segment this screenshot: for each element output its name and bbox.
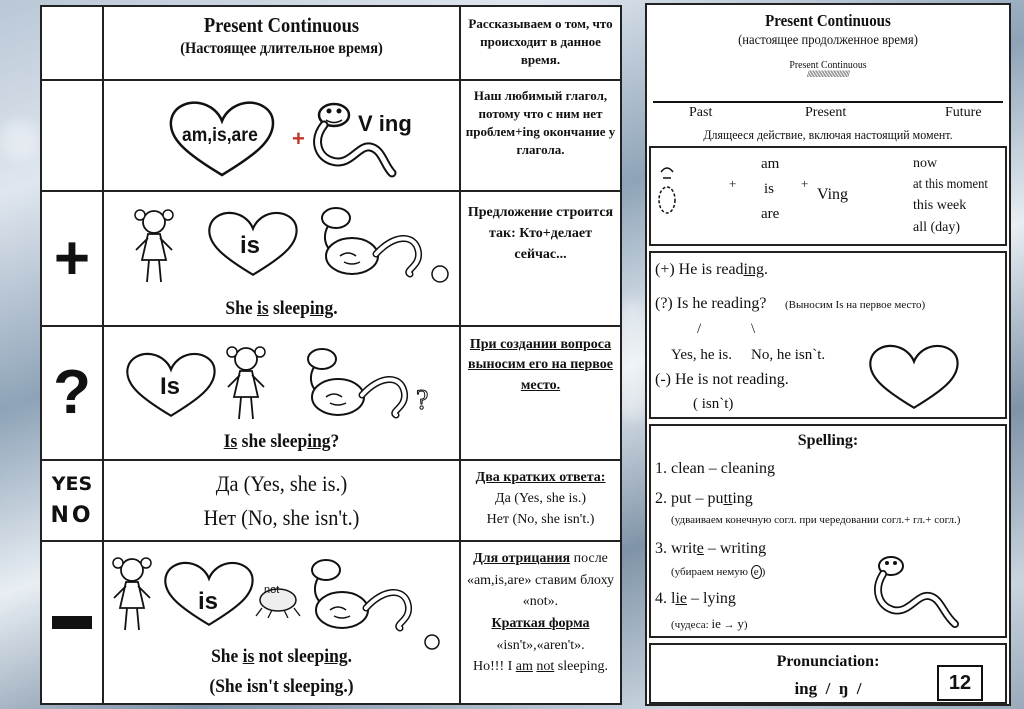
plus-sign: + bbox=[801, 176, 809, 191]
header-row bbox=[42, 7, 620, 81]
sentence-part: sleep bbox=[268, 298, 310, 319]
example-ing: ing bbox=[743, 261, 764, 278]
positive-cell bbox=[104, 192, 461, 325]
plus-icon: + bbox=[53, 223, 91, 293]
rule-highlight: e bbox=[696, 540, 704, 557]
right-formula-box bbox=[649, 146, 1007, 246]
formula-empty-cell bbox=[42, 81, 104, 190]
flea-label: not bbox=[264, 584, 280, 596]
example-text: (+) He is read bbox=[655, 261, 744, 278]
negative-row bbox=[42, 542, 620, 703]
left-grammar-card bbox=[40, 5, 622, 705]
question-example: (?) Is he reading? bbox=[655, 295, 767, 312]
note-arrow: → bbox=[720, 619, 738, 631]
heart-label: is bbox=[198, 588, 219, 615]
ving-label: V ing bbox=[358, 111, 412, 136]
timeline-description: Длящееся действие, включая настоящий момент. bbox=[703, 127, 953, 142]
positive-note: Предложение строится так: Кто+делает сейчас... bbox=[467, 205, 614, 262]
no-answer: Нет (No, she isn't.) bbox=[203, 505, 360, 530]
sleeping-snake-icon bbox=[314, 204, 454, 294]
background-ice bbox=[0, 120, 40, 160]
yes-example: Yes, he is. bbox=[671, 347, 732, 363]
sentence-part: ? bbox=[330, 431, 340, 452]
branch-slash: \ bbox=[751, 321, 756, 337]
rule-highlight: ie bbox=[675, 590, 687, 607]
right-examples-box bbox=[649, 251, 1007, 419]
short-form-text: «isn't»,«aren't». bbox=[496, 637, 585, 653]
question-note-text: При создании вопроса выносим его на первое место. bbox=[468, 337, 613, 393]
pronunciation-box bbox=[649, 643, 1007, 704]
formula-row bbox=[42, 81, 620, 192]
note-highlight: y bbox=[737, 616, 744, 631]
note-text: ) bbox=[761, 566, 766, 578]
sentence-ing: ing bbox=[324, 646, 348, 667]
sentence-part: . bbox=[333, 298, 338, 319]
snake-icon bbox=[873, 552, 963, 632]
yes-label: YES bbox=[51, 473, 93, 495]
question-example-note: (Выносим Is на первое место) bbox=[785, 299, 926, 311]
spelling-rule-1: 1. clean – cleaning bbox=[655, 460, 775, 477]
right-title: Present Continuous bbox=[765, 11, 891, 30]
spelling-rule-3-note bbox=[671, 566, 765, 578]
example-part: sleeping. bbox=[554, 659, 608, 675]
note-highlight: e bbox=[751, 565, 762, 579]
time-all-day: all (day) bbox=[913, 220, 961, 235]
negative-cell bbox=[104, 542, 461, 703]
background-ice bbox=[620, 300, 645, 420]
plus-symbol-cell bbox=[42, 192, 104, 325]
plus-sign: + bbox=[292, 126, 305, 151]
sentence-part: She bbox=[225, 298, 257, 319]
negative-sentence bbox=[118, 646, 445, 668]
heart-label: is bbox=[240, 232, 261, 259]
right-grammar-card bbox=[645, 3, 1011, 706]
person-icon bbox=[655, 162, 679, 216]
yes-no-symbol-cell bbox=[42, 461, 104, 540]
heart-label: Is bbox=[160, 373, 181, 400]
rule-text: – writing bbox=[703, 540, 767, 557]
note-text: (убираем немую bbox=[671, 566, 751, 578]
no-example: No, he isn`t. bbox=[751, 347, 826, 363]
timeline-label: Present Continuous bbox=[789, 59, 867, 71]
rule-text: ing bbox=[732, 490, 753, 507]
negative-note bbox=[461, 542, 620, 703]
short-form-title: Краткая форма bbox=[491, 616, 590, 632]
sentence-aux: is bbox=[256, 298, 269, 319]
sentence-ing: ing bbox=[309, 298, 334, 319]
question-note bbox=[461, 327, 620, 459]
negative-short-example: ( isn`t) bbox=[693, 396, 734, 412]
spelling-rule-2-note: (удваиваем конечную согл. при чередовании согл.+ гл.+ согл.) bbox=[671, 514, 961, 526]
spelling-rule-4 bbox=[655, 590, 736, 608]
pronunciation-title: Pronunciation: bbox=[776, 653, 880, 670]
ving-label: Ving bbox=[817, 186, 849, 203]
right-header bbox=[649, 7, 1007, 145]
spelling-title: Spelling: bbox=[797, 432, 859, 449]
note-highlight: ie bbox=[711, 616, 721, 631]
time-at-this-moment: at this moment bbox=[913, 177, 988, 192]
rule-text: 2. put – pu bbox=[655, 490, 724, 507]
card-title: Present Continuous bbox=[203, 13, 360, 37]
positive-sentence bbox=[118, 298, 445, 320]
negative-short-sentence: (She isn't sleeping.) bbox=[209, 676, 354, 697]
yes-answer: Да (Yes, she is.) bbox=[215, 471, 348, 496]
heart-icon bbox=[867, 341, 961, 413]
header-note: Рассказываем о том, что происходит в данное время. bbox=[468, 16, 613, 67]
branch-slash: / bbox=[697, 321, 702, 337]
positive-row bbox=[42, 192, 620, 327]
example-text: . bbox=[764, 261, 768, 278]
example-not: not bbox=[536, 659, 555, 675]
answers-row bbox=[42, 461, 620, 542]
rule-text: 4. l bbox=[655, 590, 676, 607]
rule-highlight: tt bbox=[723, 490, 733, 507]
future-label: Future bbox=[945, 105, 982, 120]
minus-symbol-cell bbox=[42, 542, 104, 703]
formula-cell bbox=[104, 81, 461, 190]
no-label: NO bbox=[50, 503, 94, 528]
question-mark-icon: ? bbox=[53, 358, 91, 427]
aux-am: am bbox=[761, 156, 780, 172]
time-this-week: this week bbox=[913, 198, 967, 213]
rule-text: – lying bbox=[687, 590, 736, 607]
formula-note: Наш любимый глагол, потому что с ним нет проблем+ing окончание у глагола. bbox=[465, 88, 616, 157]
girl-icon bbox=[224, 343, 268, 423]
answers-note-title: Два кратких ответа: bbox=[475, 470, 606, 485]
time-now: now bbox=[913, 156, 938, 171]
past-label: Past bbox=[689, 105, 713, 120]
sleeping-snake-icon bbox=[300, 345, 450, 435]
girl-icon bbox=[132, 206, 176, 286]
aux-are: are bbox=[761, 206, 780, 222]
minus-icon bbox=[52, 616, 92, 629]
svg-text:?: ? bbox=[416, 385, 429, 416]
pronunciation-text: ing / ŋ / bbox=[794, 679, 862, 698]
sentence-part: she sleep bbox=[237, 431, 308, 452]
sentence-ing: ing bbox=[307, 431, 331, 452]
negative-example: (-) He is not reading. bbox=[655, 371, 789, 388]
page-number: 12 bbox=[937, 665, 983, 701]
example-am: am bbox=[515, 659, 533, 675]
positive-example bbox=[655, 261, 768, 279]
note-text: ) bbox=[743, 619, 748, 631]
answers-note bbox=[461, 461, 620, 540]
timeline-line bbox=[653, 101, 1003, 103]
spelling-rule-2 bbox=[655, 490, 753, 508]
question-row bbox=[42, 327, 620, 461]
sentence-aux: is bbox=[242, 646, 255, 667]
answers-note-yes: Да (Yes, she is.) bbox=[495, 491, 586, 506]
negative-example bbox=[465, 656, 616, 678]
sleeping-snake-icon bbox=[304, 554, 454, 654]
card-subtitle: (Настоящее длительное время) bbox=[180, 40, 383, 57]
spelling-box bbox=[649, 424, 1007, 638]
answers-note-no: Нет (No, she isn't.) bbox=[486, 512, 595, 527]
sentence-part: . bbox=[347, 646, 352, 667]
sentence-part: not sleep bbox=[254, 646, 325, 667]
negative-note-title: Для отрицания bbox=[473, 551, 571, 566]
plus-sign: + bbox=[729, 176, 737, 191]
header-empty-cell bbox=[42, 7, 104, 79]
question-sentence bbox=[118, 431, 445, 453]
sentence-aux: Is bbox=[223, 431, 238, 452]
negative-note-text: после «am,is,are» ставим блоху «not». bbox=[466, 551, 615, 610]
right-subtitle: (настоящее продолженное время) bbox=[738, 33, 918, 48]
answers-cell bbox=[104, 461, 461, 540]
aux-is: is bbox=[764, 181, 775, 197]
note-text: (чудеса: bbox=[671, 619, 712, 631]
sentence-part: She bbox=[211, 646, 243, 667]
rule-text: 3. writ bbox=[655, 540, 697, 557]
present-label: Present bbox=[805, 105, 847, 120]
question-symbol-cell bbox=[42, 327, 104, 459]
question-cell bbox=[104, 327, 461, 459]
heart-label: am,is,are bbox=[182, 125, 258, 146]
timeline-hatching: //////////////////////////// bbox=[806, 69, 849, 79]
spelling-rule-3 bbox=[655, 540, 766, 558]
girl-icon bbox=[110, 554, 154, 634]
header-title-cell bbox=[104, 7, 461, 79]
example-part: Ho!!! I bbox=[473, 659, 516, 675]
snake-icon bbox=[312, 95, 397, 185]
spelling-rule-4-note bbox=[671, 616, 748, 632]
